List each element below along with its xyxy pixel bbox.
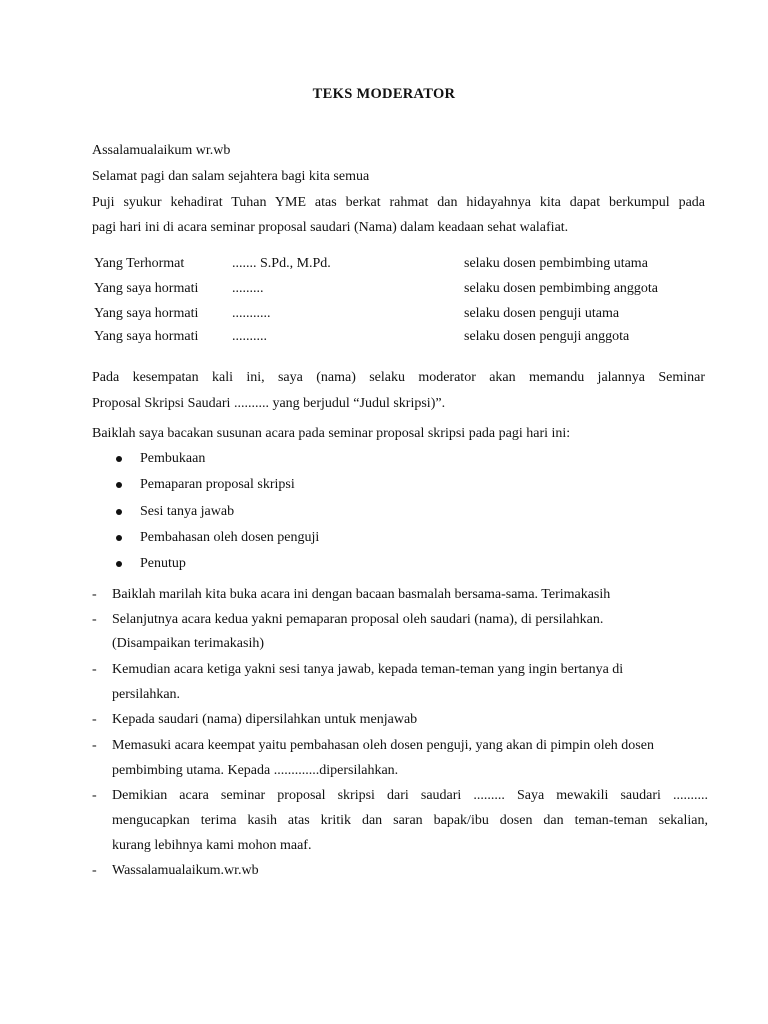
step-presentation-line-2: (Disampaikan terimakasih) [112,636,265,651]
bullet-icon [116,561,122,567]
greeting-label: Yang Terhormat [94,256,185,271]
greeting-name: ........... [232,306,271,321]
greeting-role: selaku dosen pembimbing utama [464,256,648,271]
step-farewell: Wassalamualaikum.wr.wb [112,863,259,878]
dash-marker: - [92,863,97,878]
agenda-intro: Baiklah saya bacakan susunan acara pada seminar proposal skripsi pada pagi hari ini: [92,426,571,441]
step-qa-line-1: Kemudian acara ketiga yakni sesi tanya jawab, kepada teman-teman yang ingin bertanya di [112,662,624,677]
greeting-role: selaku dosen penguji utama [464,306,620,321]
dash-marker: - [92,662,97,677]
opening-gratitude-line-2: pagi hari ini di acara seminar proposal saudari (Nama) dalam keadaan sehat walafiat. [92,220,569,235]
intro-line-1: Pada kesempatan kali ini, saya (nama) selaku moderator akan memandu jalannya Seminar [92,370,705,385]
greeting-role: selaku dosen penguji anggota [464,329,630,344]
dash-marker: - [92,587,97,602]
bullet-icon [116,509,122,515]
step-review-line-2: pembimbing utama. Kepada .............dipersilahkan. [112,763,399,778]
dash-marker: - [92,738,97,753]
bullet-icon [116,456,122,462]
greeting-label: Yang saya hormati [94,281,199,296]
step-closing-line-1: Demikian acara seminar proposal skripsi dari saudari ......... Saya mewakili saudari .......... [112,788,708,803]
agenda-item-label: Pembukaan [140,451,206,466]
greeting-row [94,255,714,273]
opening-salam: Assalamualaikum wr.wb [92,143,231,158]
greeting-label: Yang saya hormati [94,329,199,344]
greeting-row [94,280,714,298]
greeting-name: ....... S.Pd., M.Pd. [232,256,331,271]
step-qa-line-2: persilahkan. [112,687,181,702]
intro-line-2: Proposal Skripsi Saudari .......... yang berjudul “Judul skripsi)”. [92,396,446,411]
step-answer: Kepada saudari (nama) dipersilahkan untuk menjawab [112,712,418,727]
greeting-name: ......... [232,281,264,296]
bullet-icon [116,535,122,541]
step-closing-line-2: mengucapkan terima kasih atas kritik dan saran bapak/ibu dosen dan teman-teman sekalian, [112,813,708,828]
step-presentation-line-1: Selanjutnya acara kedua yakni pemaparan proposal oleh saudari (nama), di persilahkan. [112,612,604,627]
bullet-icon [116,482,122,488]
opening-greeting: Selamat pagi dan salam sejahtera bagi kita semua [92,169,370,184]
dash-marker: - [92,612,97,627]
greeting-label: Yang saya hormati [94,306,199,321]
step-closing-line-3: kurang lebihnya kami mohon maaf. [112,838,312,853]
greeting-row [94,328,714,346]
step-review-line-1: Memasuki acara keempat yaitu pembahasan oleh dosen penguji, yang akan di pimpin oleh dosen [112,738,654,753]
agenda-item-label: Sesi tanya jawab [140,504,235,519]
greeting-name: .......... [232,329,267,344]
opening-gratitude-line-1: Puji syukur kehadirat Tuhan YME atas berkat rahmat dan hidayahnya kita dapat berkumpul pada [92,195,705,210]
dash-marker: - [92,712,97,727]
greeting-role: selaku dosen pembimbing anggota [464,281,659,296]
step-opening: Baiklah marilah kita buka acara ini dengan bacaan basmalah bersama-sama. Terimakasih [112,587,611,602]
greeting-row [94,305,714,323]
agenda-item-label: Pembahasan oleh dosen penguji [140,530,320,545]
agenda-item-label: Penutup [140,556,186,571]
document-title: TEKS MODERATOR [312,86,456,102]
agenda-item-label: Pemaparan proposal skripsi [140,477,295,492]
dash-marker: - [92,788,97,803]
